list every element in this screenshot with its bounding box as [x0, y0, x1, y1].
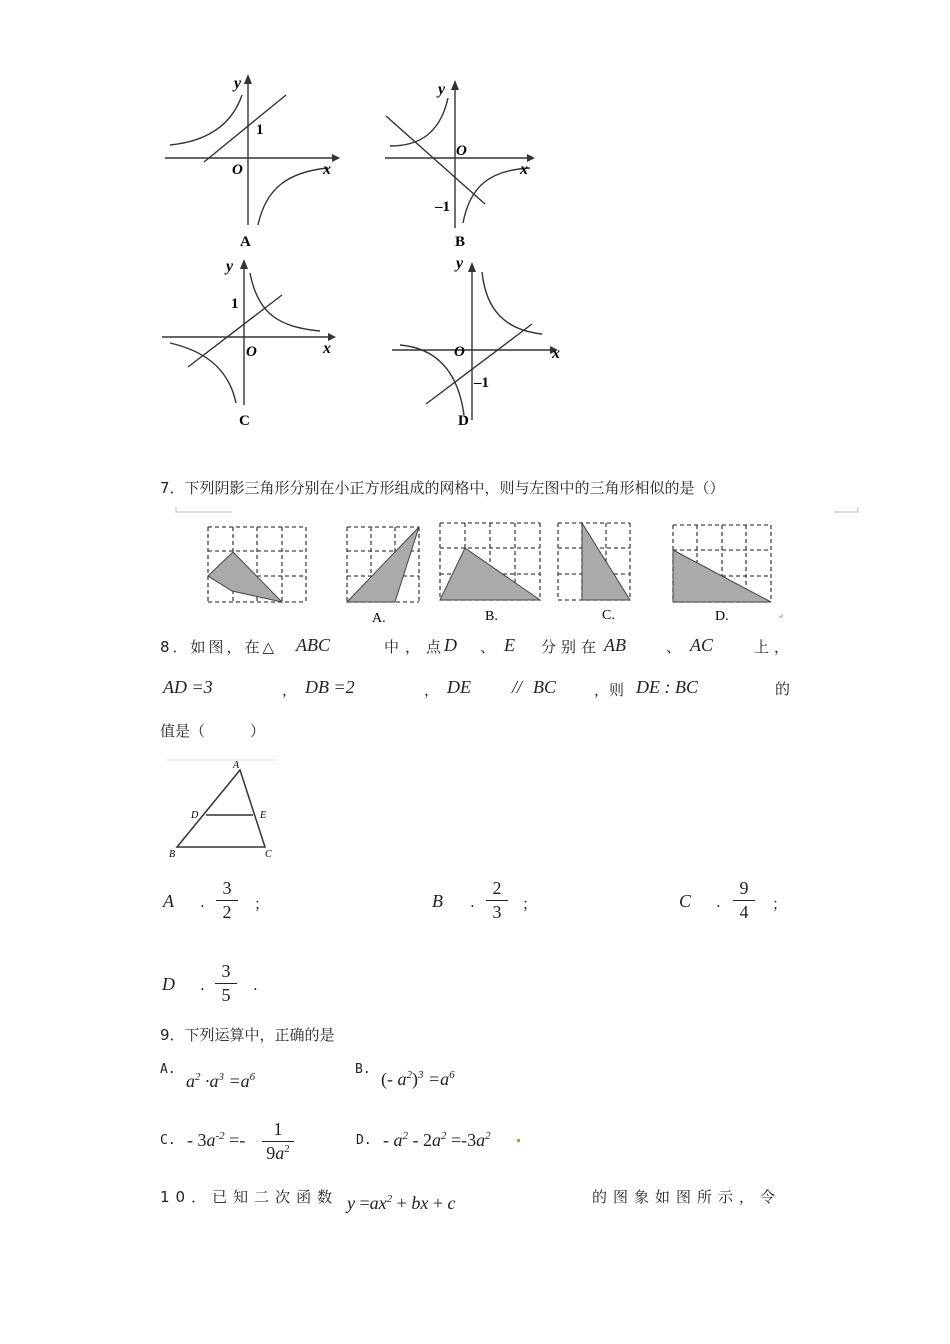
- reference-grid-triangle: [200, 522, 312, 608]
- q9-option-d-expression: - $a^2 - 2a^2 =-3a^2$: [383, 1130, 491, 1150]
- grid-option-d: [665, 520, 780, 625]
- graph-option-a: [160, 70, 340, 255]
- q9-option-d-label: D.: [356, 1133, 372, 1148]
- q8-abc: ABC: [296, 635, 330, 655]
- q8-triangle-figure: [165, 758, 280, 863]
- numerator: 2: [492, 878, 502, 898]
- q8-option-a-end: ；: [254, 895, 270, 913]
- q10-function: $y =ax^2$ + bx + c: [347, 1193, 456, 1213]
- q9-option-a-label: A.: [160, 1062, 176, 1077]
- option-label: D.: [715, 609, 729, 624]
- numerator: 3: [222, 878, 232, 898]
- vertex-c: C: [265, 849, 272, 860]
- q8-option-c-dot: .: [716, 893, 721, 911]
- q8-option-d-dot: .: [200, 976, 205, 994]
- q8-option-d-letter: D: [162, 974, 175, 994]
- q8-option-a-dot: .: [200, 893, 205, 911]
- q9-option-c-label: C.: [160, 1133, 176, 1148]
- q8-comma1: ，: [282, 681, 298, 699]
- graph-option-b: [380, 78, 560, 258]
- q9-option-a-expression: $a^2 \cdot a^3 =a^6$: [186, 1071, 256, 1091]
- q8-line3: 值是（ ）: [160, 722, 266, 740]
- vertex-b: B: [169, 849, 176, 860]
- x-axis-label: x: [323, 340, 331, 357]
- tick-label: –1: [474, 375, 489, 391]
- q8-option-c-end: ；: [772, 895, 788, 913]
- q8-option-c-fraction: [733, 878, 755, 923]
- denominator: 5: [221, 985, 231, 1005]
- origin-label: O: [246, 344, 257, 360]
- fraction-bar: [262, 1141, 294, 1142]
- q8-option-b-dot: .: [470, 893, 475, 911]
- origin-label: O: [454, 344, 465, 360]
- option-label: C.: [602, 608, 615, 623]
- q8-ze: ，则: [594, 681, 625, 699]
- numerator: 3: [221, 961, 231, 981]
- graph-option-d: [390, 250, 575, 435]
- q8-de-char: 的: [775, 680, 791, 698]
- q8-ad: AD =3: [163, 677, 213, 697]
- grid-option-a: [340, 522, 430, 627]
- vertex-a: A: [233, 760, 240, 771]
- fraction-bar: [733, 900, 755, 901]
- fraction-bar: [486, 900, 508, 901]
- q8-db: DB =2: [305, 677, 355, 697]
- q8-option-c-letter: C: [679, 891, 692, 911]
- q8-d: D: [444, 635, 457, 655]
- q9-option-c-expression: - $3a^{-2}$ =-: [187, 1130, 246, 1150]
- tick-label: 1: [256, 122, 264, 138]
- vertex-e: E: [260, 810, 267, 821]
- y-axis-label: y: [438, 81, 446, 98]
- q8-fenbie: 分别在: [541, 638, 602, 656]
- x-axis-label: x: [323, 161, 331, 178]
- denominator: 3: [492, 902, 502, 922]
- q8-bc: BC: [533, 677, 557, 697]
- x-axis-label: x: [520, 161, 528, 178]
- q8-option-b-end: ；: [522, 895, 538, 913]
- y-axis-label: y: [234, 75, 242, 92]
- option-label: B.: [485, 609, 498, 623]
- q8-de: DE: [447, 677, 471, 697]
- tick-label: 1: [231, 296, 239, 312]
- question-9-text: 9．下列运算中，正确的是: [160, 1026, 335, 1044]
- fraction-bar: [215, 983, 237, 984]
- q8-sep1: 、: [480, 638, 496, 656]
- q9-option-b-expression: (- $a^2)^3 =a^6$: [381, 1069, 455, 1089]
- q10-tail: 的图象如图所示，令: [592, 1188, 782, 1206]
- q8-option-a-fraction: [216, 878, 238, 923]
- fraction-bar: [216, 900, 238, 901]
- question-7-text: 7．下列阴影三角形分别在小正方形组成的网格中，则与左图中的三角形相似的是（）: [160, 479, 725, 497]
- q8-comma2: ，: [424, 681, 440, 699]
- option-label: B: [455, 234, 466, 250]
- denominator: 4: [739, 902, 749, 922]
- q8-ratio: DE : BC: [636, 677, 698, 697]
- denominator: 2: [222, 902, 232, 922]
- q8-option-b-fraction: [486, 878, 508, 923]
- q9-option-c-fraction: [262, 1119, 294, 1164]
- numerator: 9: [739, 878, 749, 898]
- y-axis-label: y: [226, 258, 234, 275]
- q8-e: E: [504, 635, 515, 655]
- option-label: C: [239, 413, 250, 429]
- vertex-d: D: [191, 810, 199, 821]
- tick-label: –1: [435, 199, 450, 215]
- grid-option-c: [550, 518, 638, 623]
- q8-parallel: //: [512, 677, 523, 697]
- q10-lead: 10．已知二次函数: [160, 1188, 339, 1206]
- green-dot-marker: [517, 1139, 520, 1142]
- q8-ac: AC: [690, 635, 714, 655]
- numerator: 1: [273, 1119, 283, 1139]
- graph-option-c: [160, 255, 345, 435]
- denominator: $9a^2$: [266, 1143, 290, 1163]
- y-axis-label: y: [456, 255, 464, 272]
- grid-option-b: [432, 518, 547, 623]
- q8-lead: 8．如图，在△: [160, 638, 278, 656]
- origin-label: O: [456, 143, 467, 159]
- x-axis-label: x: [552, 345, 560, 362]
- origin-label: O: [232, 162, 243, 178]
- q8-shang: 上，: [754, 638, 795, 656]
- q8-option-d-fraction: [215, 961, 237, 1006]
- q8-sep2: 、: [666, 638, 682, 656]
- option-label: A: [240, 234, 251, 250]
- q9-option-b-label: B.: [355, 1062, 371, 1077]
- q8-zhong: 中，点: [384, 638, 448, 656]
- q8-option-d-end: .: [253, 976, 258, 994]
- q8-option-a-letter: A: [163, 891, 174, 911]
- q8-option-b-letter: B: [432, 891, 443, 911]
- q8-ab: AB: [604, 635, 626, 655]
- option-label: D: [458, 413, 469, 429]
- option-label: A.: [372, 611, 386, 626]
